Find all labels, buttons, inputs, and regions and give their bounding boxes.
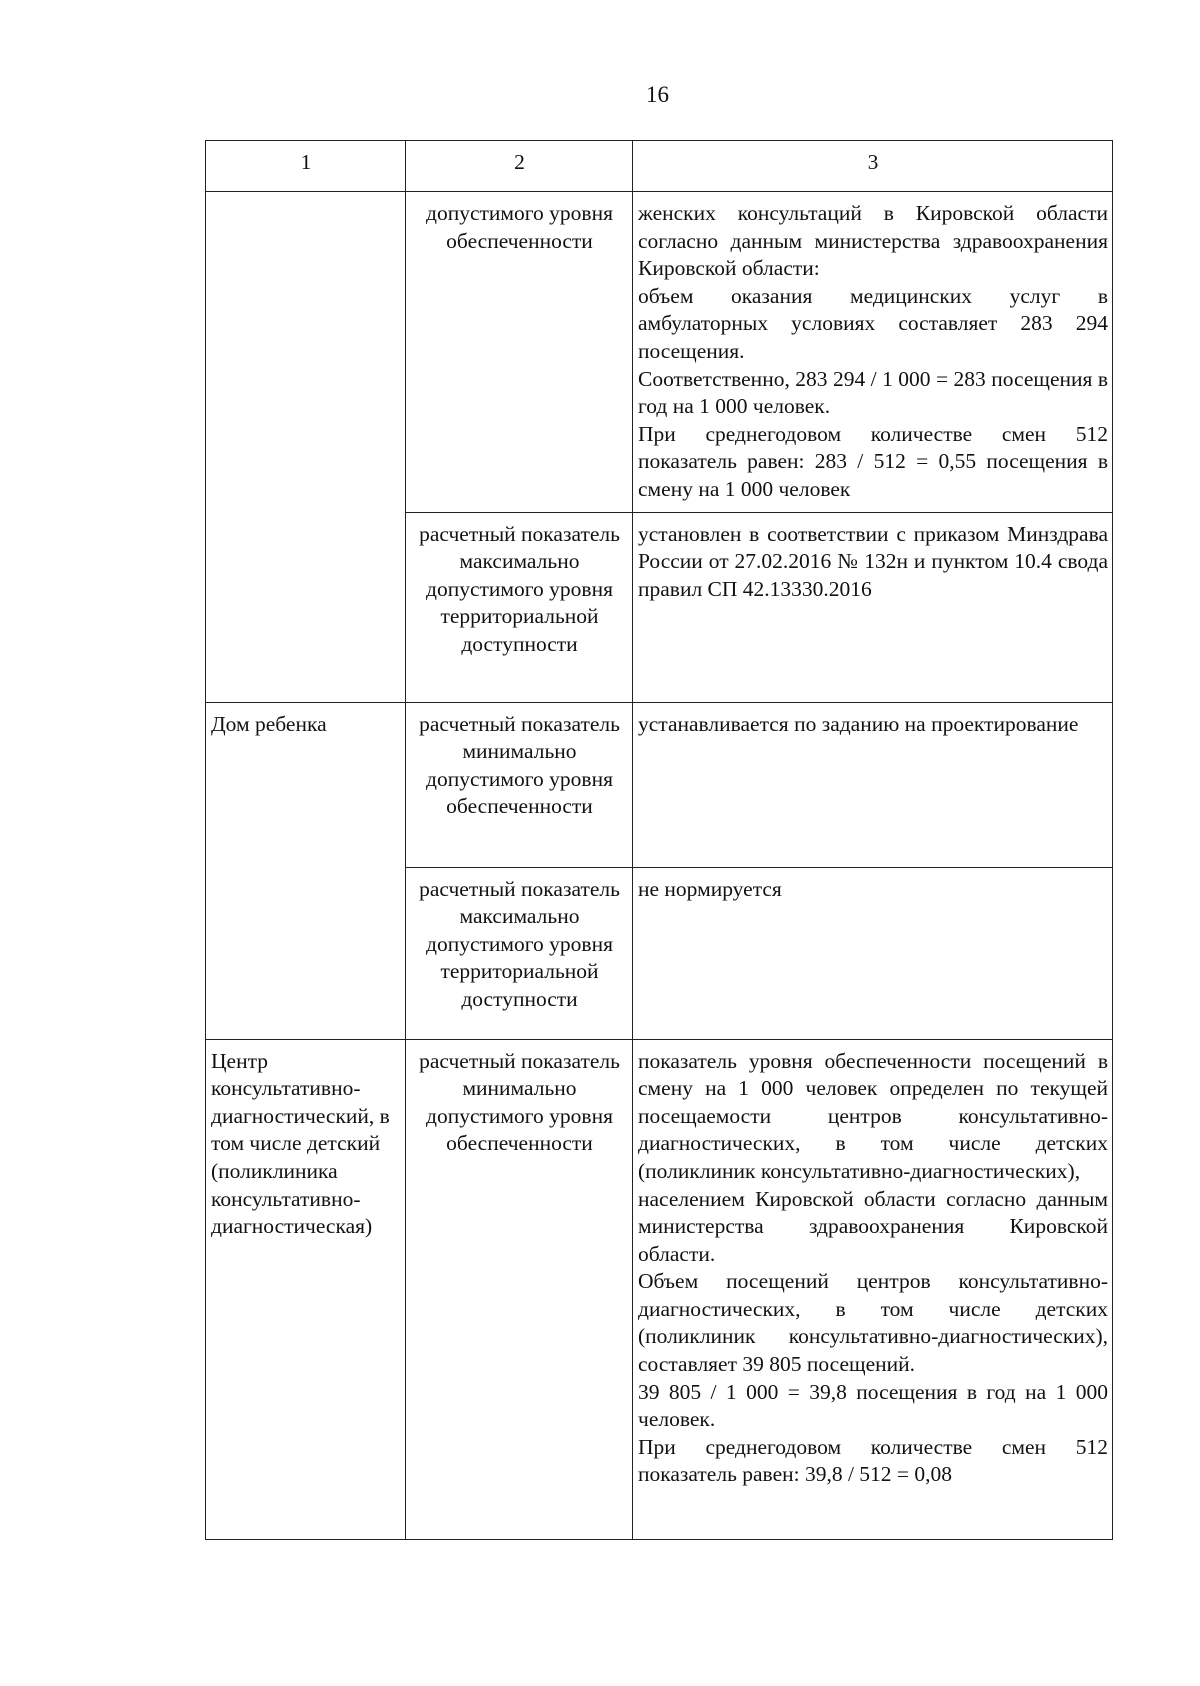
header-col-3: 3 [633, 141, 1113, 192]
standards-table [205, 140, 1113, 1540]
table-row [206, 702, 1113, 867]
value-paragraph: объем оказания медицинских услуг в амбулаторных условиях составляет 283 294 посещения. [638, 283, 1108, 363]
table-row [206, 1039, 1113, 1539]
indicator-cell: расчетный показатель максимально допустимого уровня территориальной доступности [406, 512, 633, 702]
value-paragraph: Соответственно, 283 294 / 1 000 = 283 посещения в год на 1 000 человек. [638, 366, 1108, 419]
indicator-cell: расчетный показатель минимально допустимого уровня обеспеченности [406, 1039, 633, 1539]
value-paragraph: 39 805 / 1 000 = 39,8 посещения в год на 1 000 человек. [638, 1379, 1108, 1432]
indicator-cell: расчетный показатель максимально допустимого уровня территориальной доступности [406, 867, 633, 1039]
table-header-row [206, 141, 1113, 192]
header-col-2: 2 [406, 141, 633, 192]
header-col-1: 1 [206, 141, 406, 192]
value-cell [633, 702, 1113, 867]
value-cell [633, 1039, 1113, 1539]
value-cell [633, 192, 1113, 513]
indicator-cell: допустимого уровня обеспеченности [406, 192, 633, 513]
table-row [206, 192, 1113, 513]
page-number: 16 [646, 82, 669, 107]
value-paragraph: установлен в соответствии с приказом Минздрава России от 27.02.2016 № 132н и пунктом 10.4 свода правил СП 42.13330.2016 [638, 521, 1108, 601]
value-paragraph: Объем посещений центров консультативно-диагностических, в том числе детских (поликлиник консультативно-диагностических), составляет 39 805 посещений. [638, 1269, 1108, 1377]
value-cell [633, 867, 1113, 1039]
value-paragraph: показатель уровня обеспеченности посещений в смену на 1 000 человек определен по текущей посещаемости центров консультативно-диагностических, в том числе детских (поликлиник консультативно-диагностических), [638, 1048, 1108, 1183]
value-paragraph: женских консультаций в Кировской области согласно данным министерства здравоохранения Кировской области: [638, 201, 1108, 281]
value-paragraph: При среднегодовом количестве смен 512 показатель равен: 39,8 / 512 = 0,08 [638, 1434, 1108, 1487]
facility-cell [206, 192, 406, 703]
value-paragraph: не нормируется [638, 876, 782, 901]
value-paragraph: населением Кировской области согласно данным министерства здравоохранения Кировской области. [638, 1186, 1108, 1266]
value-paragraph: устанавливается по заданию на проектирование [638, 711, 1079, 736]
value-paragraph: При среднегодовом количестве смен 512 показатель равен: 283 / 512 = 0,55 посещения в смену на 1 000 человек [638, 421, 1108, 501]
facility-cell: Центр консультативно-диагностический, в том числе детский (поликлиника консультативно-диагностическая) [206, 1039, 406, 1539]
facility-cell: Дом ребенка [206, 702, 406, 1039]
value-cell [633, 512, 1113, 702]
indicator-cell: расчетный показатель минимально допустимого уровня обеспеченности [406, 702, 633, 867]
